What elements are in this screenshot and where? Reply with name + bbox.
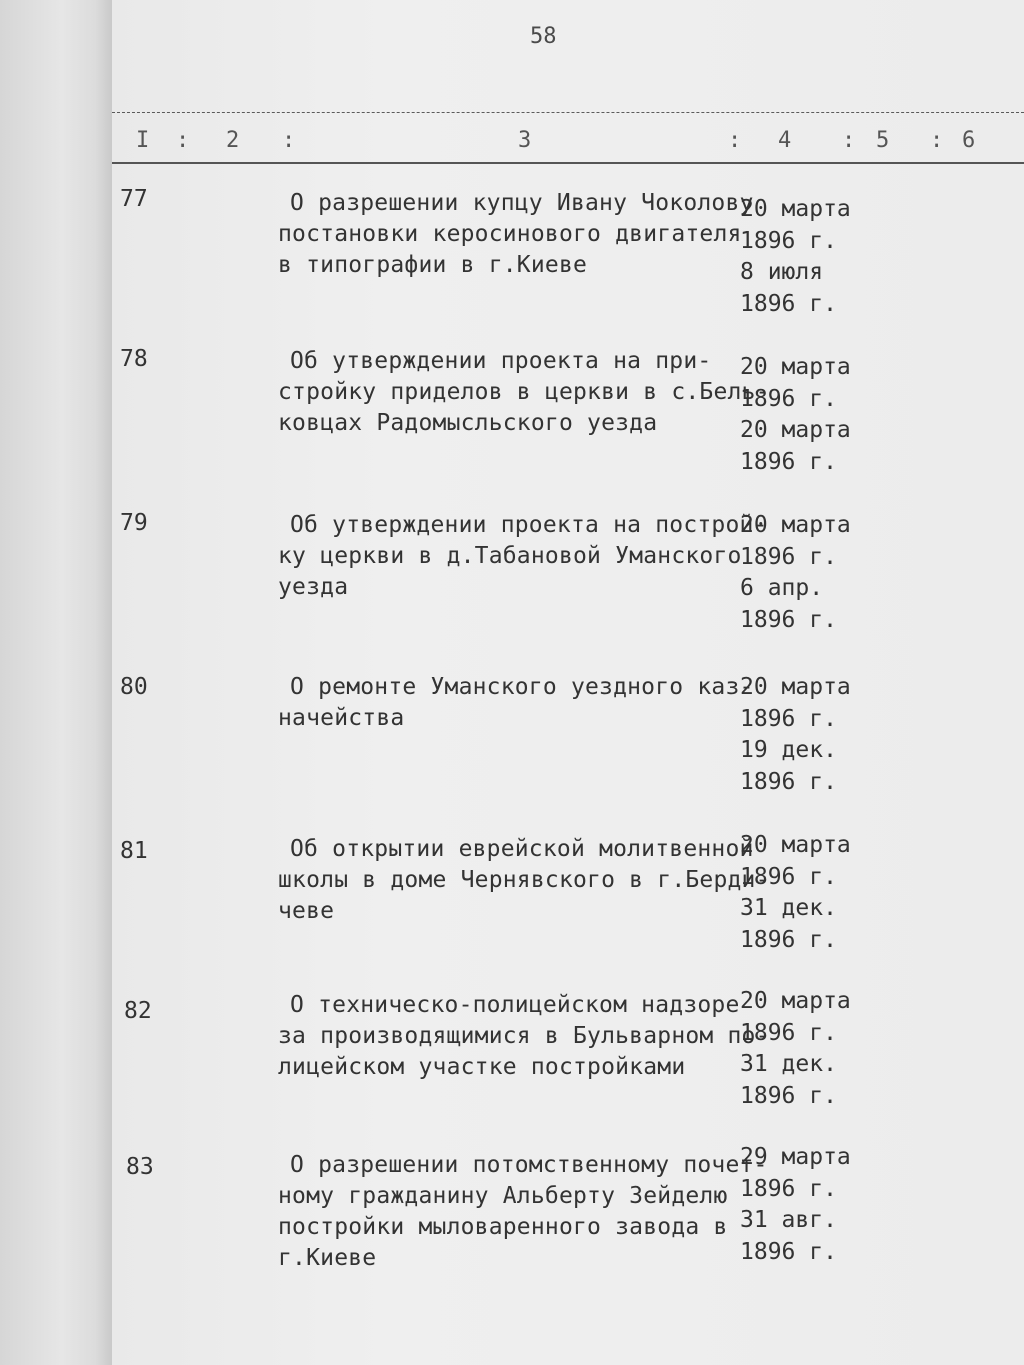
entry-dates [740,830,860,956]
end-date-year: 1896 г. [740,1082,837,1109]
column-separator: : [930,128,944,153]
start-date-year: 1896 г. [740,543,837,570]
end-date-year: 1896 г. [740,1238,837,1265]
start-date-day-month: 29 марта [740,1144,851,1170]
description-line: школы в доме Чернявского в г.Берди- [278,867,770,893]
description-line: лицейском участке постройками [278,1054,686,1080]
column-separator: : [176,128,190,153]
end-date-year: 1896 г. [740,768,837,795]
start-date-day-month: 20 марта [740,354,851,380]
entry-description [278,188,754,281]
entry-number: 80 [120,674,148,700]
entry-dates [740,194,860,320]
description-line: стройку приделов в церкви в с.Бель- [278,379,770,405]
description-line: чеве [278,898,335,924]
entry-description [278,1150,768,1274]
entry-dates [740,352,860,478]
entry-dates [740,986,860,1112]
start-date-day-month: 20 марта [740,988,851,1014]
start-date-year: 1896 г. [740,1175,837,1202]
entry-number: 82 [124,998,152,1024]
header-top-rule [112,112,1024,113]
start-date-year: 1896 г. [740,1019,837,1046]
description-line: О ремонте Уманского уездного каз- [290,674,754,700]
end-date-day-month: 31 авг. [740,1207,837,1233]
entry-description [278,834,770,927]
entry-number: 78 [120,346,148,372]
description-line: О техническо-полицейском надзоре [290,992,740,1018]
book-binding [0,0,113,1365]
end-date-day-month: 8 июля [740,259,824,285]
end-date-year: 1896 г. [740,290,837,317]
entry-dates [740,1142,860,1268]
entry-number: 81 [120,838,148,864]
entry-description [278,672,754,734]
description-line: в типографии в г.Киеве [278,252,588,278]
description-line: начейства [278,705,405,731]
description-line: ку церкви в д.Табановой Уманского [278,543,742,569]
column-header-6: 6 [962,128,976,153]
entry-description [278,990,770,1083]
entry-description [278,346,770,439]
start-date-day-month: 20 марта [740,674,851,700]
column-header-3: 3 [518,128,532,153]
description-line: Об открытии еврейской молитвенной [290,836,754,862]
entry-dates [740,510,860,636]
start-date-day-month: 20 марта [740,196,851,222]
column-header-1: I [136,128,150,153]
start-date-day-month: 20 марта [740,512,851,538]
entry-number: 83 [126,1154,154,1180]
column-separator: : [842,128,856,153]
end-date-day-month: 19 дек. [740,737,837,763]
description-line: Об утверждении проекта на построй- [290,512,768,538]
column-separator: : [282,128,296,153]
entry-description [278,510,768,603]
entry-number: 77 [120,186,148,212]
start-date-year: 1896 г. [740,227,837,254]
end-date-day-month: 6 апр. [740,575,824,601]
start-date-year: 1896 г. [740,385,837,412]
end-date-year: 1896 г. [740,448,837,475]
page-number: 58 [530,24,557,49]
description-line: постройки мыловаренного завода в [278,1214,728,1240]
end-date-day-month: 31 дек. [740,1051,837,1077]
end-date-year: 1896 г. [740,926,837,953]
header-bottom-rule [112,162,1024,164]
description-line: постановки керосинового двигателя [278,221,742,247]
entry-dates [740,672,860,798]
description-line: за производящимися в Бульварном по- [278,1023,770,1049]
description-line: ному гражданину Альберту Зейделю [278,1183,728,1209]
description-line: Об утверждении проекта на при- [290,348,712,374]
description-line: ковцах Радомысльского уезда [278,410,658,436]
start-date-year: 1896 г. [740,863,837,890]
column-header-4: 4 [778,128,792,153]
column-separator: : [728,128,742,153]
end-date-day-month: 20 марта [740,417,851,443]
end-date-year: 1896 г. [740,606,837,633]
column-header-2: 2 [226,128,240,153]
column-header-5: 5 [876,128,890,153]
start-date-year: 1896 г. [740,705,837,732]
description-line: г.Киеве [278,1245,377,1271]
entry-number: 79 [120,510,148,536]
description-line: О разрешении купцу Ивану Чоколову [290,190,754,216]
description-line: уезда [278,574,349,600]
start-date-day-month: 20 марта [740,832,851,858]
end-date-day-month: 31 дек. [740,895,837,921]
description-line: О разрешении потомственному почет- [290,1152,768,1178]
